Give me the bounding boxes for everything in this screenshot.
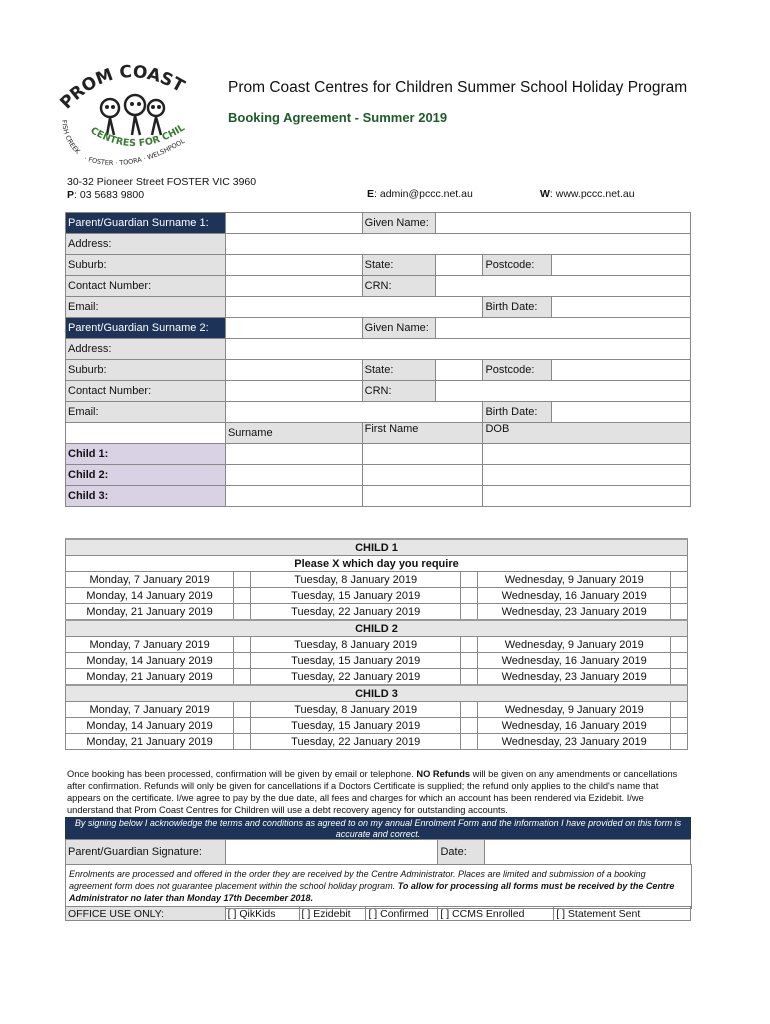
child3-week1-row (66, 702, 688, 718)
day-label: Wednesday, 23 January 2019 (478, 604, 671, 621)
day-checkbox[interactable] (234, 604, 251, 621)
child2-week2-row (66, 653, 688, 669)
day-checkbox[interactable] (461, 588, 478, 604)
given1-input[interactable] (435, 213, 690, 234)
day-label: Monday, 21 January 2019 (66, 669, 234, 686)
note-part-a: Enrolments are processed and offered in the order they are received by the Centre Administrator. Places are limited and submission of a booking agreement form does not guarantee placement within the school holiday program. (69, 869, 646, 891)
date-input[interactable] (485, 840, 691, 865)
signature-input[interactable] (225, 840, 438, 865)
child1-dob-input[interactable] (483, 444, 691, 465)
logo-text-mid: CENTRES FOR CHIL (88, 122, 187, 150)
day-label: Monday, 14 January 2019 (66, 718, 234, 734)
state2-label: State: (362, 360, 435, 381)
child3-heading: CHILD 3 (66, 685, 688, 702)
address1-input[interactable] (225, 234, 690, 255)
child3-surname-input[interactable] (225, 486, 362, 507)
child2-surname-input[interactable] (225, 465, 362, 486)
day-label: Wednesday, 9 January 2019 (478, 702, 671, 718)
svg-text:PROM COAST (56, 62, 188, 113)
street-address: 30-32 Pioneer Street FOSTER VIC 3960 (67, 176, 257, 188)
signature-label: Parent/Guardian Signature: (66, 840, 226, 865)
state2-input[interactable] (435, 360, 483, 381)
signature-table (65, 839, 691, 865)
day-label: Wednesday, 23 January 2019 (478, 669, 671, 686)
day-checkbox[interactable] (234, 653, 251, 669)
birth1-input[interactable] (552, 297, 691, 318)
child3-week2-row (66, 718, 688, 734)
email1-input[interactable] (225, 297, 483, 318)
qikkids-checkbox[interactable]: [ ] QikKids (225, 907, 299, 921)
no-refunds-text: NO Refunds (416, 769, 471, 779)
prom-coast-logo (52, 60, 202, 172)
crn2-label: CRN: (362, 381, 435, 402)
child3-label: Child 3: (66, 486, 226, 507)
phone-value: : 03 5683 9800 (74, 189, 145, 201)
day-checkbox[interactable] (671, 604, 688, 621)
child2-heading: CHILD 2 (66, 620, 688, 637)
email2-label: Email: (66, 402, 226, 423)
suburb2-input[interactable] (225, 360, 362, 381)
day-label: Wednesday, 9 January 2019 (478, 637, 671, 653)
day-checkbox[interactable] (461, 702, 478, 718)
office-use-label: OFFICE USE ONLY: (66, 907, 226, 921)
day-label: Tuesday, 22 January 2019 (250, 669, 461, 686)
contact1-input[interactable] (225, 276, 362, 297)
child1-surname-input[interactable] (225, 444, 362, 465)
birth1-label: Birth Date: (483, 297, 552, 318)
child1-heading: CHILD 1 (66, 539, 688, 556)
ccms-checkbox[interactable]: [ ] CCMS Enrolled (438, 907, 554, 921)
surname2-label: Parent/Guardian Surname 2: (66, 318, 226, 339)
col-surname: Surname (225, 423, 362, 444)
day-label: Wednesday, 16 January 2019 (478, 653, 671, 669)
child3-dob-input[interactable] (483, 486, 691, 507)
child2-week1-row (66, 637, 688, 653)
statement-checkbox[interactable]: [ ] Statement Sent (554, 907, 691, 921)
postcode2-input[interactable] (552, 360, 691, 381)
child3-first-input[interactable] (362, 486, 483, 507)
day-checkbox[interactable] (461, 572, 478, 588)
address1-label: Address: (66, 234, 226, 255)
given2-input[interactable] (435, 318, 690, 339)
child-header-blank (66, 423, 226, 444)
child1-first-input[interactable] (362, 444, 483, 465)
day-checkbox[interactable] (234, 734, 251, 750)
child1-week3-row (66, 604, 688, 621)
terms-part-c: will be given on any amendments or cancellations after confirmation. Refunds will only be given for cancellations if a Doctors Certificate is supplied; the refund only applies to the child's name that appears on the certificate. I/we agree to pay by the due date, all fees and charges for which an account has been rendered via Ezidebit. I/we understand that Prom Coast Centres for Children will use a debt recovery agency for outstanding accounts. (67, 769, 678, 815)
day-label: Monday, 14 January 2019 (66, 653, 234, 669)
contact1-label: Contact Number: (66, 276, 226, 297)
contact2-input[interactable] (225, 381, 362, 402)
address2-input[interactable] (225, 339, 690, 360)
day-checkbox[interactable] (234, 718, 251, 734)
logo-text-bottom: · FOSTER · TOORA · WELSHPOOL (83, 136, 187, 168)
ezidebit-checkbox[interactable]: [ ] Ezidebit (299, 907, 366, 921)
birth2-input[interactable] (552, 402, 691, 423)
day-label: Tuesday, 8 January 2019 (250, 572, 461, 588)
day-checkbox[interactable] (234, 588, 251, 604)
email1-label: Email: (66, 297, 226, 318)
postcode1-label: Postcode: (483, 255, 552, 276)
terms-part-a: Once booking has been processed, confirmation will be given by email or telephone. (67, 769, 417, 779)
surname1-label: Parent/Guardian Surname 1: (66, 213, 226, 234)
surname2-input[interactable] (225, 318, 362, 339)
day-checkbox[interactable] (234, 702, 251, 718)
child2-dob-input[interactable] (483, 465, 691, 486)
suburb1-input[interactable] (225, 255, 362, 276)
day-label: Monday, 14 January 2019 (66, 588, 234, 604)
state1-input[interactable] (435, 255, 483, 276)
email-value: : admin@pccc.net.au (374, 188, 473, 200)
day-label: Wednesday, 16 January 2019 (478, 718, 671, 734)
day-label: Tuesday, 15 January 2019 (250, 653, 461, 669)
web-value: : www.pccc.net.au (549, 188, 635, 200)
logo-text-top: PROM COAST (56, 62, 188, 114)
day-checkbox[interactable] (461, 653, 478, 669)
page-title: Prom Coast Centres for Children Summer School Holiday Program (228, 79, 688, 96)
day-checkbox[interactable] (234, 669, 251, 686)
email-label: E (367, 188, 375, 200)
logo-text-left: FISH CREEK (59, 119, 82, 156)
given-label: Given Name: (362, 213, 435, 234)
crn1-input[interactable] (435, 276, 690, 297)
col-dob: DOB (483, 423, 691, 444)
child2-first-input[interactable] (362, 465, 483, 486)
day-checkbox[interactable] (461, 637, 478, 653)
day-checkbox[interactable] (234, 572, 251, 588)
phone-line (67, 189, 256, 202)
day-checkbox[interactable] (461, 718, 478, 734)
child3-week3-row (66, 734, 688, 750)
suburb2-label: Suburb: (66, 360, 226, 381)
please-x-instruction: Please X which day you require (66, 556, 688, 572)
child2-week3-row (66, 669, 688, 686)
day-label: Tuesday, 15 January 2019 (250, 588, 461, 604)
child2-label: Child 2: (66, 465, 226, 486)
day-checkbox[interactable] (461, 734, 478, 750)
day-label: Wednesday, 23 January 2019 (478, 734, 671, 750)
day-checkbox[interactable] (461, 669, 478, 686)
date-label: Date: (438, 840, 485, 865)
birth2-label: Birth Date: (483, 402, 552, 423)
office-use-table (65, 906, 691, 921)
day-label: Tuesday, 15 January 2019 (250, 718, 461, 734)
day-label: Monday, 21 January 2019 (66, 604, 234, 621)
day-checkbox[interactable] (671, 669, 688, 686)
web-line (540, 188, 635, 200)
child1-week1-row (66, 572, 688, 588)
day-checkbox[interactable] (671, 734, 688, 750)
day-checkbox[interactable] (671, 637, 688, 653)
email-line (367, 188, 473, 200)
enrolment-note (65, 864, 692, 909)
postcode1-input[interactable] (552, 255, 691, 276)
day-label: Wednesday, 16 January 2019 (478, 588, 671, 604)
day-checkbox[interactable] (671, 572, 688, 588)
crn1-label: CRN: (362, 276, 435, 297)
given2-label: Given Name: (362, 318, 435, 339)
note-deadline: To allow for processing all forms must be received by the Centre Administrator no later than Monday 17th December 2018. (69, 881, 675, 903)
child1-label: Child 1: (66, 444, 226, 465)
refund-terms (67, 768, 687, 816)
crn2-input[interactable] (435, 381, 690, 402)
web-label: W (540, 188, 550, 200)
postcode2-label: Postcode: (483, 360, 552, 381)
day-checkbox[interactable] (671, 653, 688, 669)
day-checkbox[interactable] (461, 604, 478, 621)
day-checkbox[interactable] (671, 702, 688, 718)
day-label: Monday, 7 January 2019 (66, 702, 234, 718)
phone-label: P (67, 189, 75, 201)
state1-label: State: (362, 255, 435, 276)
address2-label: Address: (66, 339, 226, 360)
day-label: Tuesday, 22 January 2019 (250, 604, 461, 621)
day-label: Wednesday, 9 January 2019 (478, 572, 671, 588)
day-label: Monday, 21 January 2019 (66, 734, 234, 750)
address-block (67, 176, 256, 202)
day-checkbox[interactable] (671, 588, 688, 604)
day-checkbox[interactable] (671, 718, 688, 734)
day-label: Monday, 7 January 2019 (66, 637, 234, 653)
day-label: Tuesday, 22 January 2019 (250, 734, 461, 750)
col-first-name: First Name (362, 423, 483, 444)
svg-text:FISH CREEK (60, 119, 82, 156)
day-label: Tuesday, 8 January 2019 (250, 637, 461, 653)
page-subtitle: Booking Agreement - Summer 2019 (228, 110, 448, 125)
child1-week2-row (66, 588, 688, 604)
surname1-input[interactable] (225, 213, 362, 234)
day-checkbox[interactable] (234, 637, 251, 653)
confirmed-checkbox[interactable]: [ ] Confirmed (366, 907, 438, 921)
day-label: Monday, 7 January 2019 (66, 572, 234, 588)
day-selection-table (65, 538, 688, 750)
email2-input[interactable] (225, 402, 483, 423)
day-label: Tuesday, 8 January 2019 (250, 702, 461, 718)
suburb1-label: Suburb: (66, 255, 226, 276)
contact2-label: Contact Number: (66, 381, 226, 402)
parent-details-table (65, 212, 691, 507)
acknowledgement-banner: By signing below I acknowledge the terms and conditions as agreed to on my annual Enrolment Form and the information I have provided on this form is accurate and correct. (65, 817, 691, 839)
